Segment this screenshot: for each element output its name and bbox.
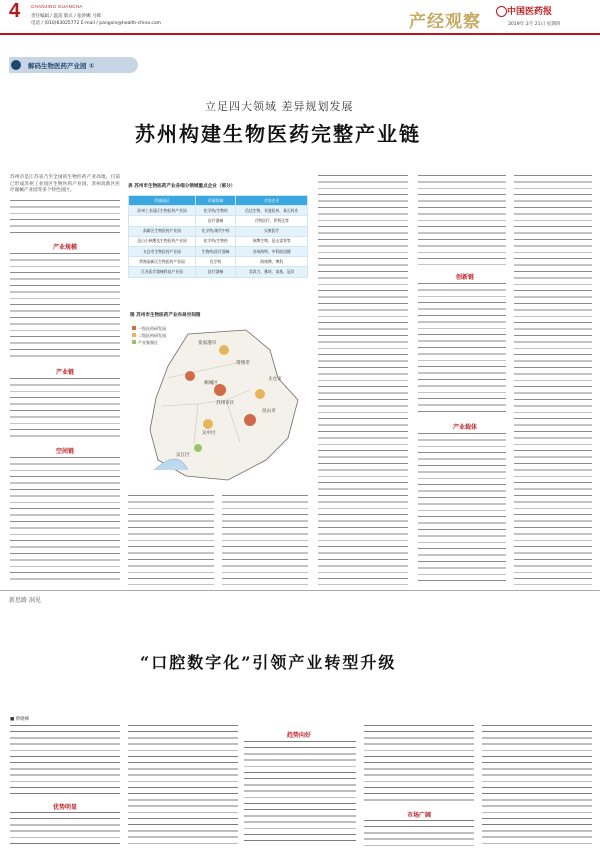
map-graphic — [128, 320, 308, 490]
table-row — [129, 236, 308, 246]
subhead-trend: 趋势向好 — [286, 732, 311, 739]
section-divider — [0, 590, 600, 591]
table-cell: 化学药/现代中药 — [195, 226, 235, 236]
legend-label: 二级医药研发园 — [138, 333, 166, 338]
map-place-label: 吴江区 — [176, 453, 190, 458]
body-text-block — [10, 812, 120, 846]
table-header: 所属园区 — [129, 196, 196, 206]
article2-headline: “口腔数字化”引领产业转型升级 — [140, 653, 397, 672]
subhead-market: 市场广阔 — [406, 812, 431, 819]
contact-line: 电话 / (010)63025772 E-mail / pangxin@health-china.com — [31, 21, 161, 26]
table-header: 代表企业 — [236, 196, 308, 206]
legend-label: 一级医药研发园 — [138, 326, 166, 331]
legend-swatch — [132, 340, 136, 344]
map-place-label: 昆山市 — [262, 409, 276, 414]
subhead-innovation: 创新链 — [455, 274, 474, 281]
park-marker — [219, 345, 229, 355]
body-text-block — [10, 200, 120, 236]
subhead-carrier: 产业载体 — [452, 424, 477, 431]
banner-dot-icon — [11, 60, 21, 70]
date-line: 2019年 2月 21日 星期四 — [508, 22, 561, 27]
table-cell: 瑞博生物、昆山睿智等 — [236, 236, 308, 246]
subhead-scale: 产业规模 — [52, 244, 77, 251]
table-row — [129, 267, 308, 277]
table-title: 表 苏州市生物医药产业各细分领域重点企业（部分） — [128, 184, 236, 189]
series-banner-label: 解码生物医药产业园 ① — [28, 62, 95, 70]
body-text-block — [10, 725, 120, 795]
park-marker — [203, 419, 213, 429]
layout-map — [128, 320, 308, 490]
table-cell: 医疗器械 — [195, 216, 235, 226]
map-place-label: 吴中区 — [202, 431, 216, 436]
section-pinyin: CHANJING GUANCHA — [31, 4, 83, 9]
park-marker — [244, 414, 256, 426]
table-cell: 苏州工业园区生物医药产业园 — [129, 206, 196, 216]
table-cell: 贝康医疗 — [236, 226, 308, 236]
article2-byline: ■ 柴晓峰 — [10, 717, 30, 722]
table-cell: 化学药 — [195, 257, 235, 267]
body-text-block — [418, 433, 506, 585]
legend-swatch — [132, 326, 136, 330]
table-header: 所属领域 — [195, 196, 235, 206]
map-place-label: 常熟市 — [236, 361, 250, 366]
table-cell: 医疗器械 — [195, 267, 235, 277]
article1-headline: 苏州构建生物医药完整产业链 — [135, 122, 421, 146]
masthead — [0, 0, 600, 33]
table-cell: 江苏医疗器械科技产业园 — [129, 267, 196, 277]
map-title: 图 苏州市生物医药产业布局空间图 — [130, 313, 201, 318]
park-marker — [255, 389, 265, 399]
table-cell: 高新区生物医药产业园 — [129, 226, 196, 236]
body-text-block — [10, 253, 120, 361]
table-cell: 化学药/生物药 — [195, 206, 235, 216]
map-place-label: 太仓市 — [268, 377, 282, 382]
table-row — [129, 246, 308, 256]
staff-line: 责任编辑 / 温雷 版式 / 张妙娜 马辉 — [31, 14, 102, 19]
table-cell: 化学药/生物药 — [195, 236, 235, 246]
map-legend — [132, 325, 166, 345]
table-row — [129, 226, 308, 236]
body-text-block — [10, 457, 120, 584]
body-text-block — [364, 725, 474, 803]
article1-kicker: 立足四大领域 差异规划发展 — [205, 100, 354, 113]
subhead-space: 空间链 — [55, 448, 74, 455]
paper-name: 中国医药报 — [507, 7, 553, 17]
table-row — [129, 257, 308, 267]
legend-label: 产业集聚区 — [138, 340, 158, 345]
section2-label: 新思路 洞见 — [9, 597, 41, 604]
body-text-block — [418, 175, 506, 265]
table-cell: 信达生物、亚盛医药、基石药业 — [236, 206, 308, 216]
body-text-block — [318, 175, 408, 585]
body-text-block — [244, 741, 356, 845]
enterprise-table — [128, 195, 308, 278]
body-text-block — [482, 725, 592, 845]
table-cell: 海康博、博科 — [236, 257, 308, 267]
park-marker — [194, 444, 202, 452]
subhead-advantage: 优势明显 — [52, 804, 77, 811]
map-place-label: 张家港市 — [198, 341, 217, 346]
article1-lead: 苏州市是江苏省乃至全国的生物医药产业高地，目前已形成苏州工业园区生物医药产业园、苏州高新区医疗器械产业园等多个特色园区。 — [10, 175, 120, 194]
body-text-block — [364, 820, 474, 846]
legend-swatch — [132, 333, 136, 337]
body-text-block — [222, 495, 308, 585]
body-text-block — [128, 495, 214, 585]
table-cell: 生物药/医疗器械 — [195, 246, 235, 256]
body-text-block — [514, 175, 592, 585]
park-marker — [185, 371, 195, 381]
section-title: 产经观察 — [409, 12, 481, 32]
map-place-label: 苏州市区 — [216, 401, 235, 406]
subhead-chain: 产业链 — [55, 369, 74, 376]
body-text-block — [128, 725, 238, 845]
table-cell: 百特医疗、伊利达等 — [236, 216, 308, 226]
table-cell: 昆山小核酸及生物医药产业园 — [129, 236, 196, 246]
table-cell: 美敦力、雅培、诺基、冠洋 — [236, 267, 308, 277]
table-cell: 常熟高新区生物医药产业园 — [129, 257, 196, 267]
body-text-block — [418, 283, 506, 415]
table-row — [129, 206, 308, 216]
body-text-block — [10, 378, 120, 440]
paper-logo-icon — [496, 6, 507, 17]
table-cell: 太仓市生物医药产业园 — [129, 246, 196, 256]
table-cell: 苏州海特、中科院国健 — [236, 246, 308, 256]
masthead-rule — [0, 33, 600, 35]
table-row — [129, 216, 308, 226]
table-cell — [129, 216, 196, 226]
map-place-label: 相城区 — [204, 381, 218, 386]
page-number: 4 — [9, 0, 21, 22]
